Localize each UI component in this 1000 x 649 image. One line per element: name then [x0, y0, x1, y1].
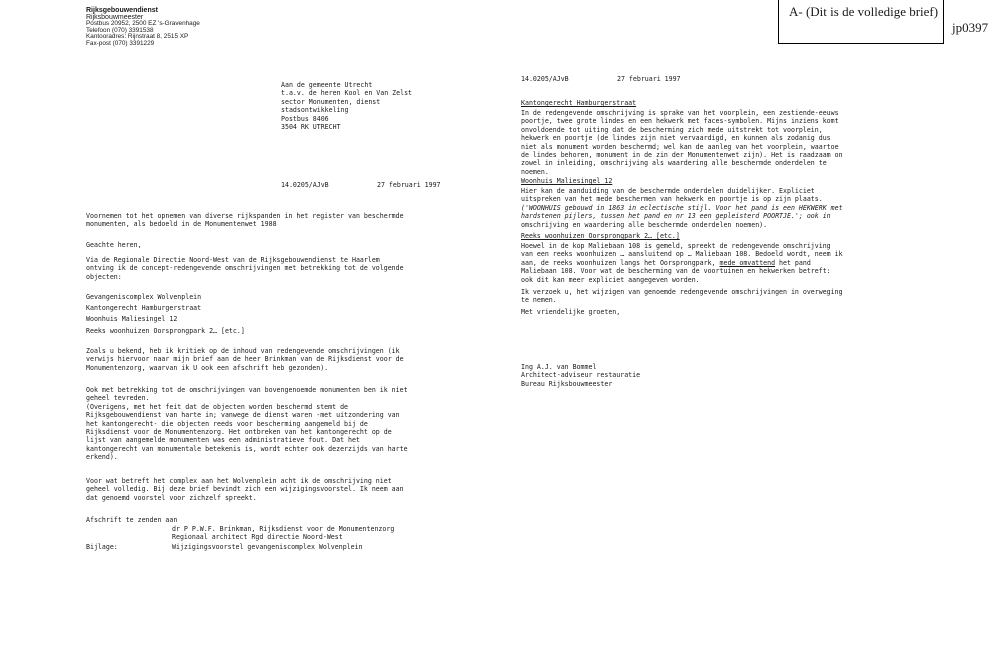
paragraph-line: het kantongerecht- die objecten reeds voor bescherming aangemeld bij de [86, 419, 368, 428]
paragraph-line: de lindes behoren, monument in de zin der Monumentenwet zijn). Het is raadzaam on [521, 151, 843, 160]
line-segment: aan, de reeks woonhuizen langs het Oorsprongpark, [521, 258, 720, 267]
paragraph-line: Voor wat betreft het complex aan het Wolvenplein acht ik de omschrijving niet [86, 477, 392, 485]
paragraph-line: kantongerecht van monumentale betekenis is, wordt echter ook dezerzijds van harte [86, 444, 408, 453]
letterhead [86, 8, 200, 48]
letterhead-telefoon: Telefoon (070) 3391538 [86, 26, 154, 34]
paragraph-line: Monumentenzorg, waarvan ik U ook een afschrift heb gezonden). [86, 363, 329, 372]
address-line: 3504 RK UTRECHT [281, 123, 341, 132]
letterhead-org-sub: Rijksbouwmeester [86, 13, 144, 21]
paragraph-line: Ik verzoek u, het wijzigen van genoemde redengevende omschrijvingen in overweging [521, 288, 843, 296]
paragraph-line: uitspreken van het mede beschermen van hekwerk en poortje is op zijn plaats. [521, 195, 823, 204]
address-line: stadsontwikkeling [281, 106, 349, 115]
paragraph-line: (Overigens, met het feit dat de objecten worden beschermd stemt de [86, 402, 349, 411]
paragraph-line: Rijksgebouwendienst van harte in; vanwege de dienst waren -met uitzondering van [86, 411, 400, 420]
paragraph-line: onvoldoende tot uiting dat de bescherming zich mede uitstrekt tot voorplein, [521, 125, 823, 134]
paragraph-line: Hoewel in de kop Maliebaan 108 is gemeld, spreekt de redengevende omschrijving [521, 242, 831, 250]
verzoek-paragraph [521, 288, 843, 305]
paragraph-line: erkend). [86, 453, 118, 462]
paragraph-line [521, 259, 843, 267]
paragraph-line: omschrijving en waardering alle beschermde onderdelen noemen). [521, 220, 768, 229]
page1-reference: 14.0205/AJvB [281, 181, 329, 189]
paragraph-line: ook dit kan meer expliciet aangegeven worden. [521, 275, 700, 284]
afschrift-line: Regionaal architect Rgd directie Noord-West [172, 533, 343, 542]
kantongerecht-paragraph [521, 109, 843, 176]
address-line: t.a.v. de heren Kool en Van Zelst [281, 89, 413, 98]
woonhuis-paragraph [521, 187, 843, 229]
afschrift-recipients [172, 525, 394, 542]
letterhead-postbus: Postbus 20952, 2500 EZ 's-Gravenhage [86, 20, 200, 28]
intro-paragraph [86, 256, 404, 281]
letterhead-org-name: Rijksgebouwendienst [86, 7, 158, 14]
paragraph-line: van een reeks woonhuizen … aansluitend op … Maliebaan 108. Bedoeld wordt, neem ik [521, 250, 843, 259]
page1-date: 27 februari 1997 [377, 181, 441, 189]
signature-title: Architect-adviseur restauratie [521, 371, 641, 380]
subject [86, 212, 404, 229]
bijlage-label: Bijlage: [86, 543, 118, 551]
paragraph-line: niet als monument worden beschermd; wel kan de aanleg van het voorplein, waartoe [521, 142, 839, 151]
paragraph-line: verwijs hiervoor naar mijn brief aan de heer Brinkman van de Rijksdienst voor de [86, 355, 404, 364]
paragraph-line: hekwerk en poortje (de lindes zijn niet vervaardigd, en kunnen als zodanig dus [521, 134, 831, 143]
line-segment: het pand [775, 258, 811, 267]
bijlage-text: Wijzigingsvoorstel gevangeniscomplex Wolvenplein [172, 543, 363, 551]
heading-kantongerecht: Kantongerecht Hamburgerstraat [521, 99, 637, 107]
object-item: Reeks woonhuizen Oorsprongpark 2… [etc.] [86, 326, 245, 335]
signature-office: Bureau Rijksbouwmeester [521, 379, 613, 388]
paragraph-line: poortje, twee grote lindes en een hekwerk met faces-symbolen. Mijns inziens komt [521, 117, 839, 126]
objects-list [86, 292, 245, 337]
paragraph-line: geheel volledig. Bij deze brief bevindt zich een wijzigingsvoorstel. Ik neem aan [86, 485, 404, 494]
paragraph-line: Zoals u bekend, heb ik kritiek op de inhoud van redengevende omschrijvingen (ik [86, 347, 400, 355]
closing: Met vriendelijke groeten, [521, 308, 621, 316]
quoted-line: hardstenen pijlers, tussen het pand en nr 13 een gepleisterd POORTJE.'; ook in [521, 212, 831, 221]
subject-line: Voornemen tot het opnemen van diverse rijkspanden in het register van beschermde [86, 212, 404, 220]
address-line: Aan de gemeente Utrecht [281, 81, 373, 89]
wolvenplein-paragraph [86, 477, 404, 502]
kritiek-paragraph [86, 347, 404, 372]
paragraph-line: Via de Regionale Directie Noord-West van de Rijksgebouwendienst te Haarlem [86, 256, 380, 264]
paragraph-line: ontving ik de concept-redengevende omschrijvingen met betrekking tot de volgende [86, 264, 404, 273]
tevreden-paragraph [86, 386, 408, 462]
paragraph-line: noemen. [521, 167, 549, 176]
address-line: sector Monumenten, dienst [281, 97, 381, 106]
document-label: A- (Dit is de volledige brief) [789, 4, 939, 19]
quoted-line: ('WOONHUIS gebouwd in 1863 in eclectische stijl. Voor het pand is een HEKWERK met [521, 203, 843, 212]
object-item: Kantongerecht Hamburgerstraat [86, 304, 202, 313]
paragraph-line: geheel tevreden. [86, 394, 150, 403]
document-label-box [778, 0, 944, 44]
reeks-paragraph [521, 242, 843, 284]
document-id: jp0397 [952, 20, 989, 35]
object-item: Woonhuis Maliesingel 12 [86, 315, 178, 324]
paragraph-line: dat genoemd voorstel voor zichzelf spreekt. [86, 493, 257, 502]
signature-name: Ing A.J. van Bommel [521, 363, 597, 371]
subject-line: monumenten, als bedoeld in de Monumentenwet 1988 [86, 220, 277, 229]
paragraph-line: zowel in inleiding, omschrijving als waardering alle beschermde onderdelen te [521, 159, 827, 168]
letterhead-kantooradres: Kantooradres: Rijnstraat 8, 2515 XP [86, 33, 189, 41]
object-item: Gevangeniscomplex Wolvenplein [86, 293, 202, 301]
recipient-address [281, 81, 412, 131]
paragraph-line: In de redengevende omschrijving is sprake van het voorplein, een zestiende-eeuws [521, 109, 839, 117]
signature-block [521, 363, 640, 388]
page2-date: 27 februari 1997 [617, 75, 681, 83]
salutation: Geachte heren, [86, 241, 142, 249]
heading-woonhuis: Woonhuis Maliesingel 12 [521, 177, 613, 185]
address-line: Postbus 8406 [281, 114, 329, 123]
paragraph-line: Rijksdienst voor de Monumentenzorg. Het ontbreken van het kantongerecht op de [86, 428, 392, 437]
paragraph-line: Maliebaan 108. Voor wat de bescherming van de voortuinen en hekwerken betreft: [521, 267, 831, 276]
paragraph-line: lijst van aangemelde monumenten was een administratieve fout. Dat het [86, 436, 360, 445]
page2-reference: 14.0205/AJvB [521, 75, 569, 83]
paragraph-line: Ook met betrekking tot de omschrijvingen van bovengenoemde monumenten ben ik niet [86, 386, 408, 394]
heading-reeks: Reeks woonhuizen Oorsprongpark 2… [etc.] [521, 232, 680, 240]
afschrift-line: dr P P.W.F. Brinkman, Rijksdienst voor de Monumentenzorg [172, 525, 395, 533]
paragraph-line: objecten: [86, 272, 122, 281]
underlined-phrase: mede omvattend [719, 258, 776, 267]
afschrift-label: Afschrift te zenden aan [86, 516, 178, 524]
paragraph-line: Hier kan de aanduiding van de beschermde onderdelen duidelijker. Expliciet [521, 187, 815, 195]
paragraph-line: te nemen. [521, 296, 557, 305]
letterhead-fax: Fax-post (070) 3391229 [86, 39, 155, 47]
